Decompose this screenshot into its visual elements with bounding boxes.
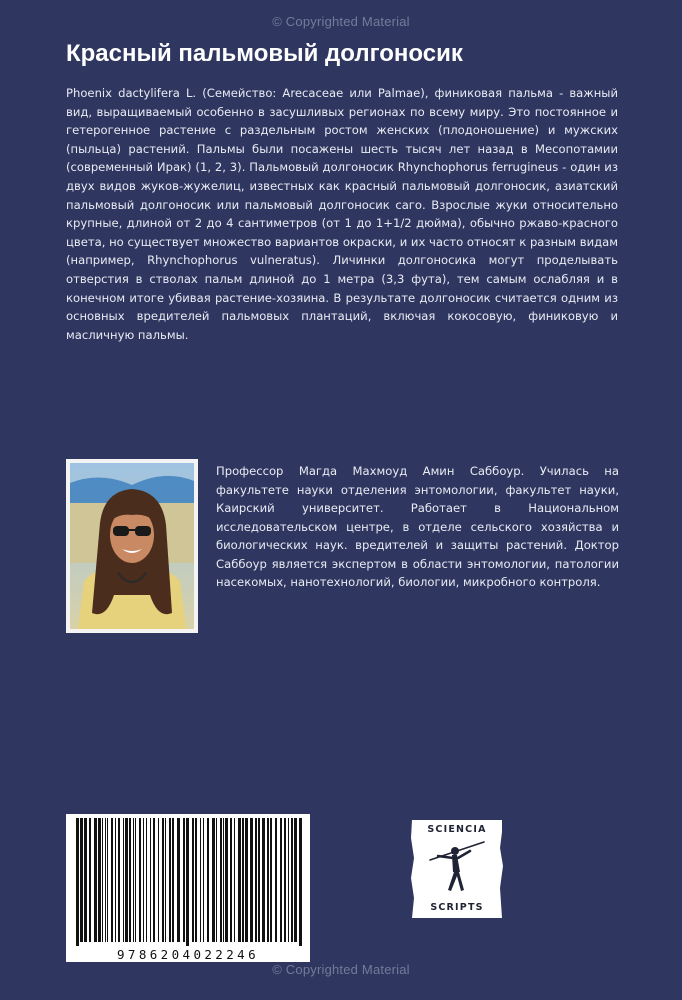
barcode-bar xyxy=(125,818,128,942)
barcode-bar xyxy=(275,818,277,942)
barcode-bar xyxy=(291,818,293,942)
barcode-bar xyxy=(294,818,297,942)
barcode-bar xyxy=(203,818,204,942)
isbn-barcode xyxy=(66,814,310,962)
barcode-bar xyxy=(158,818,159,942)
barcode-bars xyxy=(66,814,310,948)
barcode-bar xyxy=(207,818,209,942)
publisher-name-top: SCIENCIA xyxy=(427,824,487,835)
barcode-bar xyxy=(80,818,83,942)
barcode-bar xyxy=(139,818,141,942)
barcode-bar xyxy=(118,818,120,942)
barcode-bar xyxy=(172,818,174,942)
barcode-bar xyxy=(238,818,241,942)
barcode-bar xyxy=(270,818,272,942)
barcode-bar xyxy=(84,818,87,942)
author-photo xyxy=(66,459,198,633)
publisher-logo xyxy=(408,818,506,920)
barcode-bar xyxy=(280,818,282,942)
barcode-bar xyxy=(123,818,124,942)
barcode-bar xyxy=(129,818,131,942)
barcode-bar xyxy=(192,818,194,942)
barcode-bar xyxy=(234,818,235,942)
barcode-bar xyxy=(245,818,248,942)
barcode-bar xyxy=(105,818,106,942)
barcode-bar xyxy=(76,818,79,946)
barcode-bar xyxy=(153,818,155,942)
barcode-bar xyxy=(267,818,269,942)
barcode-bar xyxy=(177,818,180,942)
barcode-bar xyxy=(216,818,217,942)
barcode-bar xyxy=(135,818,136,942)
barcode-bar xyxy=(250,818,253,942)
barcode-bar xyxy=(102,818,103,942)
barcode-bar xyxy=(183,818,185,942)
barcode-bar xyxy=(262,818,265,942)
barcode-bar xyxy=(200,818,201,942)
barcode-bar xyxy=(146,818,147,942)
barcode-bar xyxy=(98,818,101,942)
barcode-bar xyxy=(242,818,244,942)
barcode-bar xyxy=(150,818,151,942)
barcode-bar xyxy=(288,818,289,942)
barcode-bar xyxy=(212,818,215,942)
barcode-bar xyxy=(258,818,260,942)
copyright-watermark-top: © Copyrighted Material xyxy=(272,14,410,29)
author-portrait-image xyxy=(70,463,194,629)
barcode-bar xyxy=(89,818,91,942)
barcode-bar xyxy=(223,818,224,942)
barcode-bar xyxy=(107,818,108,942)
publisher-name-bottom: SCRIPTS xyxy=(430,902,484,913)
barcode-bar xyxy=(143,818,144,942)
barcode-bar xyxy=(230,818,232,942)
isbn-number: 9786204022246 xyxy=(116,947,260,962)
barcode-bar xyxy=(255,818,257,942)
book-description: Phoenix dactylifera L. (Семейство: Arecaceae или Palmae), финиковая пальма - важный вид, выращиваемый особенно в засушливых регионах по всему миру. Это постоянное и гетерогенное растение с раздельным ростом женских (плодоношение) и мужских (пыльца) растений. Пальмы были посажены шесть тысяч лет назад в Месопотамии (современный Ирак) (1, 2, 3). Пальмовый долгоносик Rhynchophorus ferrugineus - один из двух видов жуков-жужелиц, известных как красный пальмовый долгоносик, азиатский пальмовый долгоносик или пальмовый долгоносик саго. Взрослые жуки относительно крупные, длиной от 2 до 4 сантиметров (от 1 до 1+1/2 дюйма), обычно ржаво-красного цвета, но существует множество вариантов окраски, и их часто относят к разным видам (например, Rhynchophorus vulneratus). Личинки долгоносика могут проделывать отверстия в стволах пальм длиной до 1 метра (3,3 фута), тем самым ослабляя и в конечном итоге убивая растение-хозяина. В результате долгоносик считается одним из основных вредителей пальмовых плантаций, включая кокосовую, финиковую и масличную пальмы. xyxy=(66,86,618,342)
barcode-bar xyxy=(169,818,171,942)
barcode-bar xyxy=(195,818,197,942)
barcode-bar xyxy=(186,818,189,946)
barcode-bar xyxy=(220,818,222,942)
book-title: Красный пальмовый долгоносик xyxy=(66,40,463,67)
barcode-bar xyxy=(111,818,113,942)
barcode-bar xyxy=(225,818,228,942)
barcode-bar xyxy=(284,818,286,942)
barcode-bar xyxy=(299,818,302,946)
barcode-bar xyxy=(94,818,97,942)
copyright-watermark-bottom: © Copyrighted Material xyxy=(272,962,410,977)
barcode-bar xyxy=(162,818,164,942)
barcode-bar xyxy=(133,818,134,942)
author-biography: Профессор Магда Махмоуд Амин Саббоур. Училась на факультете науки отделения энтомологии, факультет науки, Каирский университет. Работает в Национальном исследовательском центре, в отделе сельского хозяйства и биологических наук. вредителей и защиты растений. Доктор Саббоур является экспертом в области энтомологии, патологии насекомых, нанотехнологий, биологии, микробного контроля. xyxy=(216,464,619,589)
barcode-bar xyxy=(165,818,166,942)
barcode-bar xyxy=(115,818,116,942)
